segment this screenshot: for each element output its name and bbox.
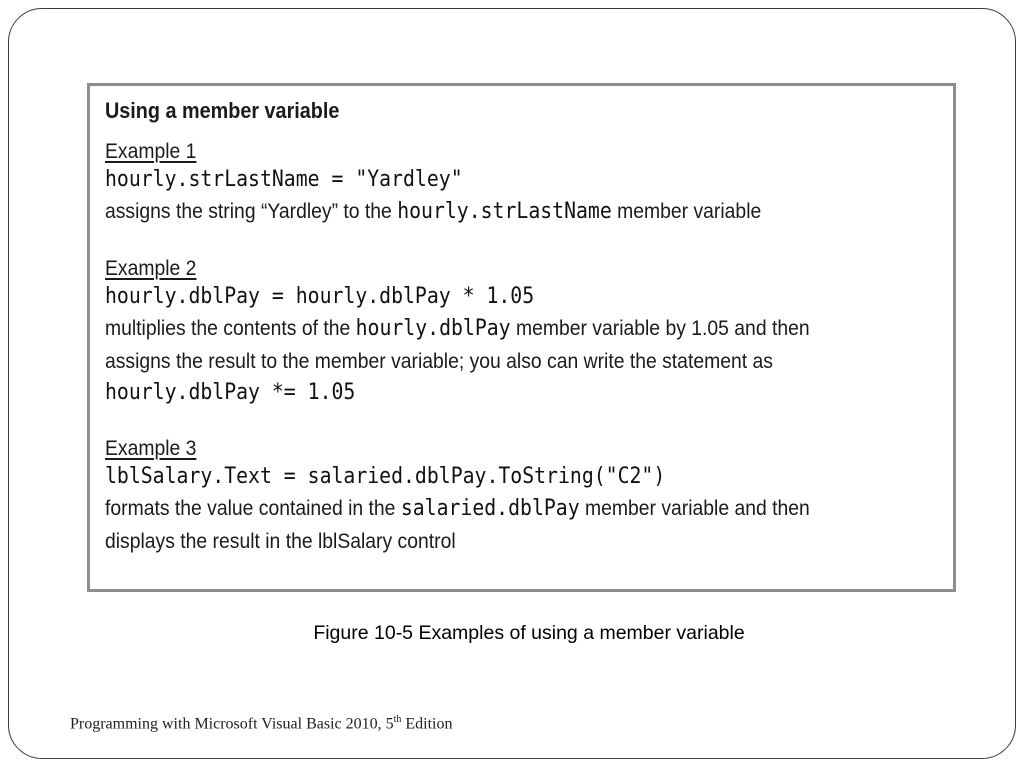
description-text: member variable by 1.05 and then (510, 316, 810, 340)
example-code: lblSalary.Text = salaried.dblPay.ToString("C2") (105, 464, 666, 489)
example-code: hourly.dblPay = hourly.dblPay * 1.05 (105, 284, 535, 309)
figure-caption: Figure 10-5 Examples of using a member variable (313, 622, 745, 644)
description-text: displays the result in the lblSalary control (105, 529, 456, 553)
example-description-line (105, 312, 951, 345)
example-title: Example 2 (105, 256, 197, 280)
description-text: member variable and then (579, 496, 810, 520)
inline-code: hourly.dblPay (355, 316, 511, 341)
figure-content (105, 97, 951, 584)
figure-heading: Using a member variable (105, 98, 340, 123)
example-code-alternative: hourly.dblPay *= 1.05 (105, 380, 356, 405)
description-text: formats the value contained in the (105, 496, 401, 520)
example-title: Example 1 (105, 139, 197, 163)
description-text: assigns the string “Yardley” to the (105, 199, 398, 223)
figure-box (87, 83, 956, 592)
slide-footer (70, 714, 453, 733)
example-title: Example 3 (105, 436, 197, 460)
description-text: multiplies the contents of the (105, 316, 356, 340)
example-3 (105, 434, 951, 558)
footer-text: Programming with Microsoft Visual Basic 2010, 5 (70, 715, 394, 733)
inline-code: hourly.strLastName (397, 199, 612, 224)
example-code: hourly.strLastName = "Yardley" (105, 167, 463, 192)
footer-text-end: Edition (401, 715, 453, 733)
footer-superscript: th (393, 714, 402, 725)
example-description-line (105, 525, 951, 558)
description-text: member variable (611, 199, 762, 223)
inline-code: salaried.dblPay (400, 496, 580, 521)
example-description-line (105, 195, 951, 228)
example-description-line (105, 345, 951, 378)
example-2 (105, 254, 951, 408)
example-description-line (105, 492, 951, 525)
description-text: assigns the result to the member variable; you also can write the statement as (105, 349, 773, 373)
example-1 (105, 137, 951, 228)
